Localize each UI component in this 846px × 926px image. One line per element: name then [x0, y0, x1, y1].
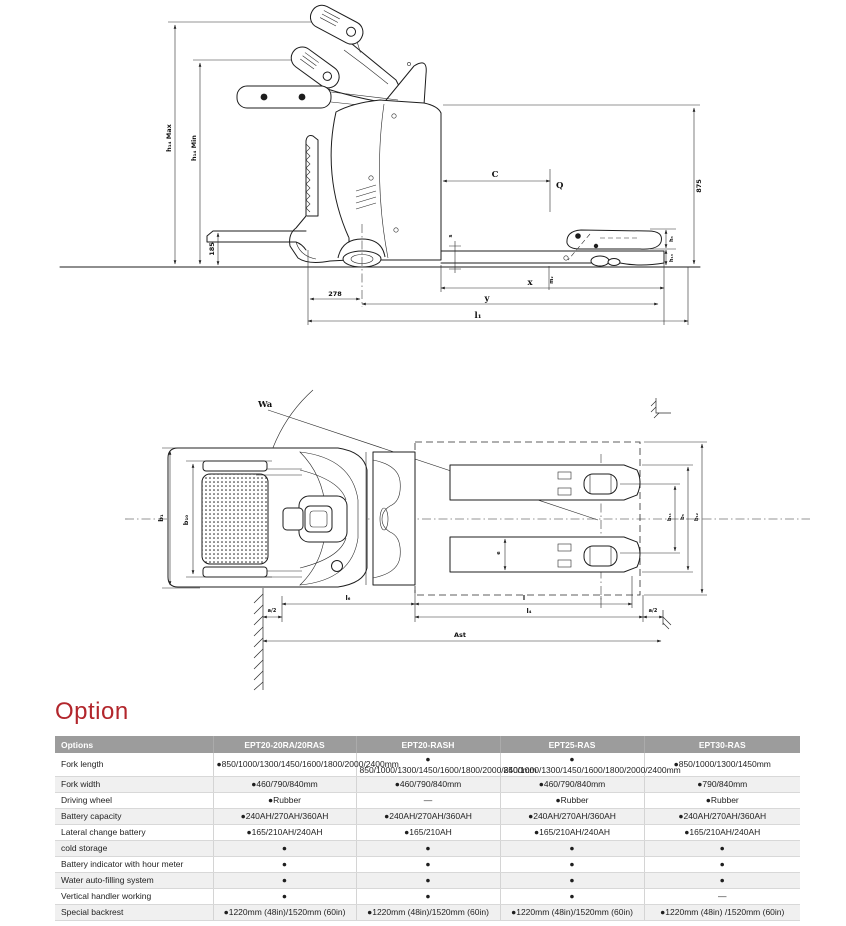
spec-cell: ●: [500, 841, 644, 857]
spec-cell: ●240AH/270AH/360AH: [356, 809, 500, 825]
aisle-wall: [254, 588, 263, 690]
spec-cell: ●165/210AH/240AH: [213, 825, 356, 841]
row-label: Lateral change battery: [55, 825, 213, 841]
load-fork: [441, 230, 664, 266]
dim-label-l6: l₆: [345, 594, 351, 602]
table-row: [55, 825, 800, 841]
dim-label-185: 185: [208, 242, 216, 256]
spec-cell: ● 850/1000/1300/1450/1600/1800/2000/2400mm: [356, 753, 500, 777]
spec-cell: ● 850/1000/1300/1450/1600/1800/2000/2400mm: [500, 753, 644, 777]
dim-label-h14-max: h₁₄ Max: [165, 124, 173, 152]
dim-label-c: C: [491, 170, 499, 180]
dim-label-e: e: [496, 551, 502, 555]
table-row: [55, 841, 800, 857]
fork-upper: [450, 465, 640, 500]
table-row: [55, 809, 800, 825]
spec-cell: ●: [356, 889, 500, 905]
column-header-ept20-20ra: EPT20-20RA/20RAS: [213, 736, 356, 753]
spec-cell: ●460/790/840mm: [500, 777, 644, 793]
spec-cell: ●1220mm (48in) /1520mm (60in): [644, 905, 800, 921]
dim-label-l: l: [522, 594, 526, 602]
spec-cell: ●: [500, 873, 644, 889]
dim-label-q: Q: [556, 181, 564, 191]
wall-corner-symbol: [651, 398, 671, 418]
dim-label-a2-left: a/2: [267, 608, 277, 614]
dim-label-b1: b₁: [157, 514, 165, 522]
table-row: [55, 905, 800, 921]
spec-cell: ●165/210AH/240AH: [500, 825, 644, 841]
spec-cell: ●460/790/840mm: [213, 777, 356, 793]
column-header-ept30-ras: EPT30-RAS: [644, 736, 800, 753]
operator-pad: [202, 474, 268, 564]
table-row: [55, 873, 800, 889]
dim-label-a2-right: a/2: [648, 608, 658, 614]
row-label: Fork length: [55, 753, 213, 777]
spec-cell: ●: [356, 857, 500, 873]
row-label: cold storage: [55, 841, 213, 857]
row-label: Battery indicator with hour meter: [55, 857, 213, 873]
table-row: [55, 889, 800, 905]
dim-label-b12: b₁₂: [694, 513, 700, 521]
dim-label-m2: m₂: [549, 276, 555, 284]
spec-cell: ●: [644, 873, 800, 889]
spec-cell: ●850/1000/1300/1450/1600/1800/2000/2400mm: [213, 753, 356, 777]
side-view: [60, 1, 703, 325]
dim-label-875: 875: [695, 179, 703, 193]
aisle-wall-right: [663, 610, 671, 629]
spec-cell: —: [644, 889, 800, 905]
spec-cell: ●240AH/270AH/360AH: [644, 809, 800, 825]
dim-label-ast: Ast: [453, 631, 467, 639]
dim-label-b5: b₅: [680, 514, 686, 520]
spec-cell: ●850/1000/1300/1450mm: [644, 753, 800, 777]
options-table: [55, 736, 800, 921]
column-header-ept20-rash: EPT20-RASH: [356, 736, 500, 753]
dim-label-y: y: [484, 294, 490, 304]
table-row: [55, 793, 800, 809]
spec-cell: ●: [644, 857, 800, 873]
dim-label-wa: Wa: [258, 400, 273, 410]
spec-cell: ●: [500, 889, 644, 905]
spec-cell: ●: [213, 841, 356, 857]
spec-cell: ●1220mm (48in)/1520mm (60in): [356, 905, 500, 921]
spec-cell: ●Rubber: [644, 793, 800, 809]
truck-body: [331, 100, 441, 260]
spec-cell: ●: [213, 857, 356, 873]
dim-label-l1: l₁: [474, 311, 482, 321]
spec-cell: ●240AH/270AH/360AH: [213, 809, 356, 825]
fork-carriage: [366, 452, 415, 585]
table-row: [55, 777, 800, 793]
armrest-pad: [237, 86, 331, 108]
table-row: [55, 857, 800, 873]
spec-cell: ●: [356, 873, 500, 889]
row-label: Battery capacity: [55, 809, 213, 825]
spec-cell: ●Rubber: [500, 793, 644, 809]
dim-label-h13: h₁₃: [669, 254, 675, 262]
spec-cell: ●165/210AH: [356, 825, 500, 841]
table-header-row: [55, 736, 800, 753]
dim-label-h3: h₃: [669, 236, 675, 242]
spec-cell: ●165/210AH/240AH: [644, 825, 800, 841]
dim-label-278: 278: [328, 290, 342, 298]
spec-cell: ●790/840mm: [644, 777, 800, 793]
top-view: [125, 390, 810, 690]
dim-label-l4: l₄: [526, 607, 532, 615]
row-label: Water auto-filling system: [55, 873, 213, 889]
spec-cell: ●1220mm (48in)/1520mm (60in): [500, 905, 644, 921]
row-label: Driving wheel: [55, 793, 213, 809]
dim-label-s: s: [448, 234, 454, 238]
spec-cell: ●1220mm (48in)/1520mm (60in): [213, 905, 356, 921]
spec-cell: ●: [213, 889, 356, 905]
section-title: Option: [55, 698, 129, 725]
dim-label-x: x: [527, 278, 533, 288]
tiller-head-up: [306, 1, 372, 52]
spec-cell: —: [356, 793, 500, 809]
spec-cell: ●Rubber: [213, 793, 356, 809]
table-row: [55, 753, 800, 777]
row-label: Fork width: [55, 777, 213, 793]
spec-cell: ●: [213, 873, 356, 889]
fork-lower: [450, 537, 640, 572]
row-label: Vertical handler working: [55, 889, 213, 905]
spec-cell: ●: [644, 841, 800, 857]
spec-cell: ●: [500, 857, 644, 873]
dim-label-b11: b₁₁: [667, 513, 673, 521]
spec-cell: ●460/790/840mm: [356, 777, 500, 793]
dim-label-b10: b₁₀: [182, 514, 190, 526]
column-header-options: Options: [55, 736, 213, 753]
column-header-ept25-ras: EPT25-RAS: [500, 736, 644, 753]
row-label: Special backrest: [55, 905, 213, 921]
dim-label-h14-min: h₁₄ Min: [190, 135, 198, 161]
spec-cell: ●: [356, 841, 500, 857]
spec-cell: ●240AH/270AH/360AH: [500, 809, 644, 825]
